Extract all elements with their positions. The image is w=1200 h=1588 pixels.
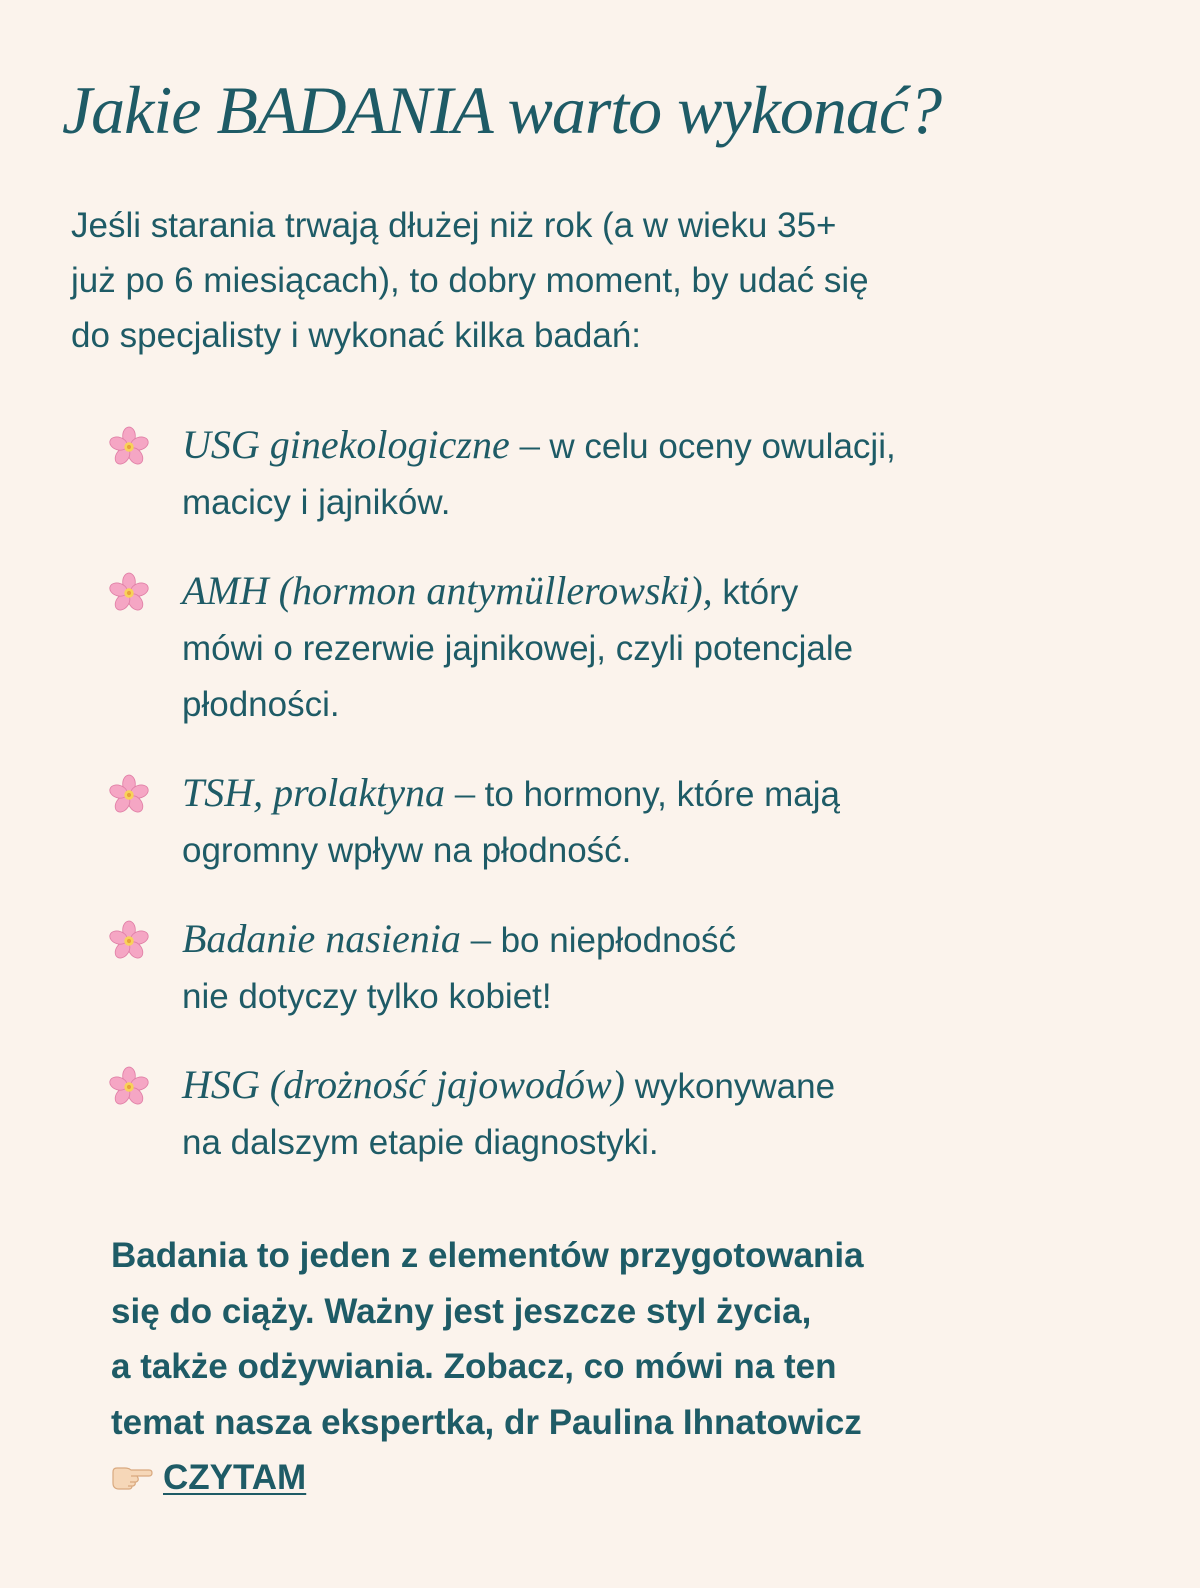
list-item-first-line — [182, 417, 1048, 475]
outro-paragraph — [111, 1228, 1111, 1506]
list-item-line: na dalszym etapie diagnostyki. — [182, 1123, 659, 1162]
cherry-blossom-icon — [108, 920, 150, 962]
list-item-line: płodności. — [182, 685, 340, 724]
intro-line: już po 6 miesiącach), to dobry moment, by udać się — [71, 261, 869, 300]
tests-list — [108, 417, 1048, 1203]
page-title: Jakie BADANIA warto wykonać? — [62, 72, 942, 148]
cherry-blossom-icon — [108, 426, 150, 468]
outro-line: Badania to jeden z elementów przygotowania — [111, 1236, 864, 1275]
list-item-amh — [108, 563, 1048, 733]
test-description: który — [712, 573, 799, 612]
test-description: w celu oceny owulacji, — [539, 427, 896, 466]
list-item-line: mówi o rezerwie jajnikowej, czyli potencjale — [182, 629, 854, 668]
read-more-link[interactable]: CZYTAM — [163, 1458, 307, 1497]
test-name: HSG (drożność jajowodów) — [182, 1062, 625, 1107]
list-item-tsh — [108, 765, 1048, 879]
test-name: TSH, prolaktyna – — [182, 770, 475, 815]
intro-paragraph — [71, 198, 1011, 363]
test-description: bo niepłodność — [490, 921, 737, 960]
list-item-hsg — [108, 1057, 1048, 1171]
list-item-semen — [108, 911, 1048, 1025]
pointing-hand-icon — [111, 1462, 153, 1490]
list-item-first-line — [182, 563, 1048, 621]
outro-line: się do ciąży. Ważny jest jeszcze styl życia, — [111, 1291, 812, 1331]
test-description: wykonywane — [624, 1067, 836, 1106]
list-item-usg — [108, 417, 1048, 531]
list-item-first-line — [182, 765, 1048, 823]
cta-line — [111, 1450, 1111, 1506]
test-description: to hormony, które mają — [474, 775, 841, 814]
test-name: Badanie nasienia – — [182, 916, 491, 961]
outro-line: temat nasza ekspertka, dr Paulina Ihnatowicz — [111, 1402, 862, 1442]
list-item-line: macicy i jajników. — [182, 483, 451, 522]
cherry-blossom-icon — [108, 1066, 150, 1108]
list-item-line: ogromny wpływ na płodność. — [182, 831, 632, 870]
intro-line: Jeśli starania trwają dłużej niż rok (a w wieku 35+ — [71, 206, 837, 245]
list-item-first-line — [182, 1057, 1048, 1115]
test-name: AMH (hormon antymüllerowski), — [182, 568, 713, 613]
cherry-blossom-icon — [108, 572, 150, 614]
list-item-first-line — [182, 911, 1048, 969]
cherry-blossom-icon — [108, 774, 150, 816]
intro-line: do specjalisty i wykonać kilka badań: — [71, 316, 642, 355]
list-item-line: nie dotyczy tylko kobiet! — [182, 977, 552, 1016]
test-name: USG ginekologiczne – — [182, 422, 540, 467]
outro-line: a także odżywiania. Zobacz, co mówi na ten — [111, 1347, 837, 1386]
